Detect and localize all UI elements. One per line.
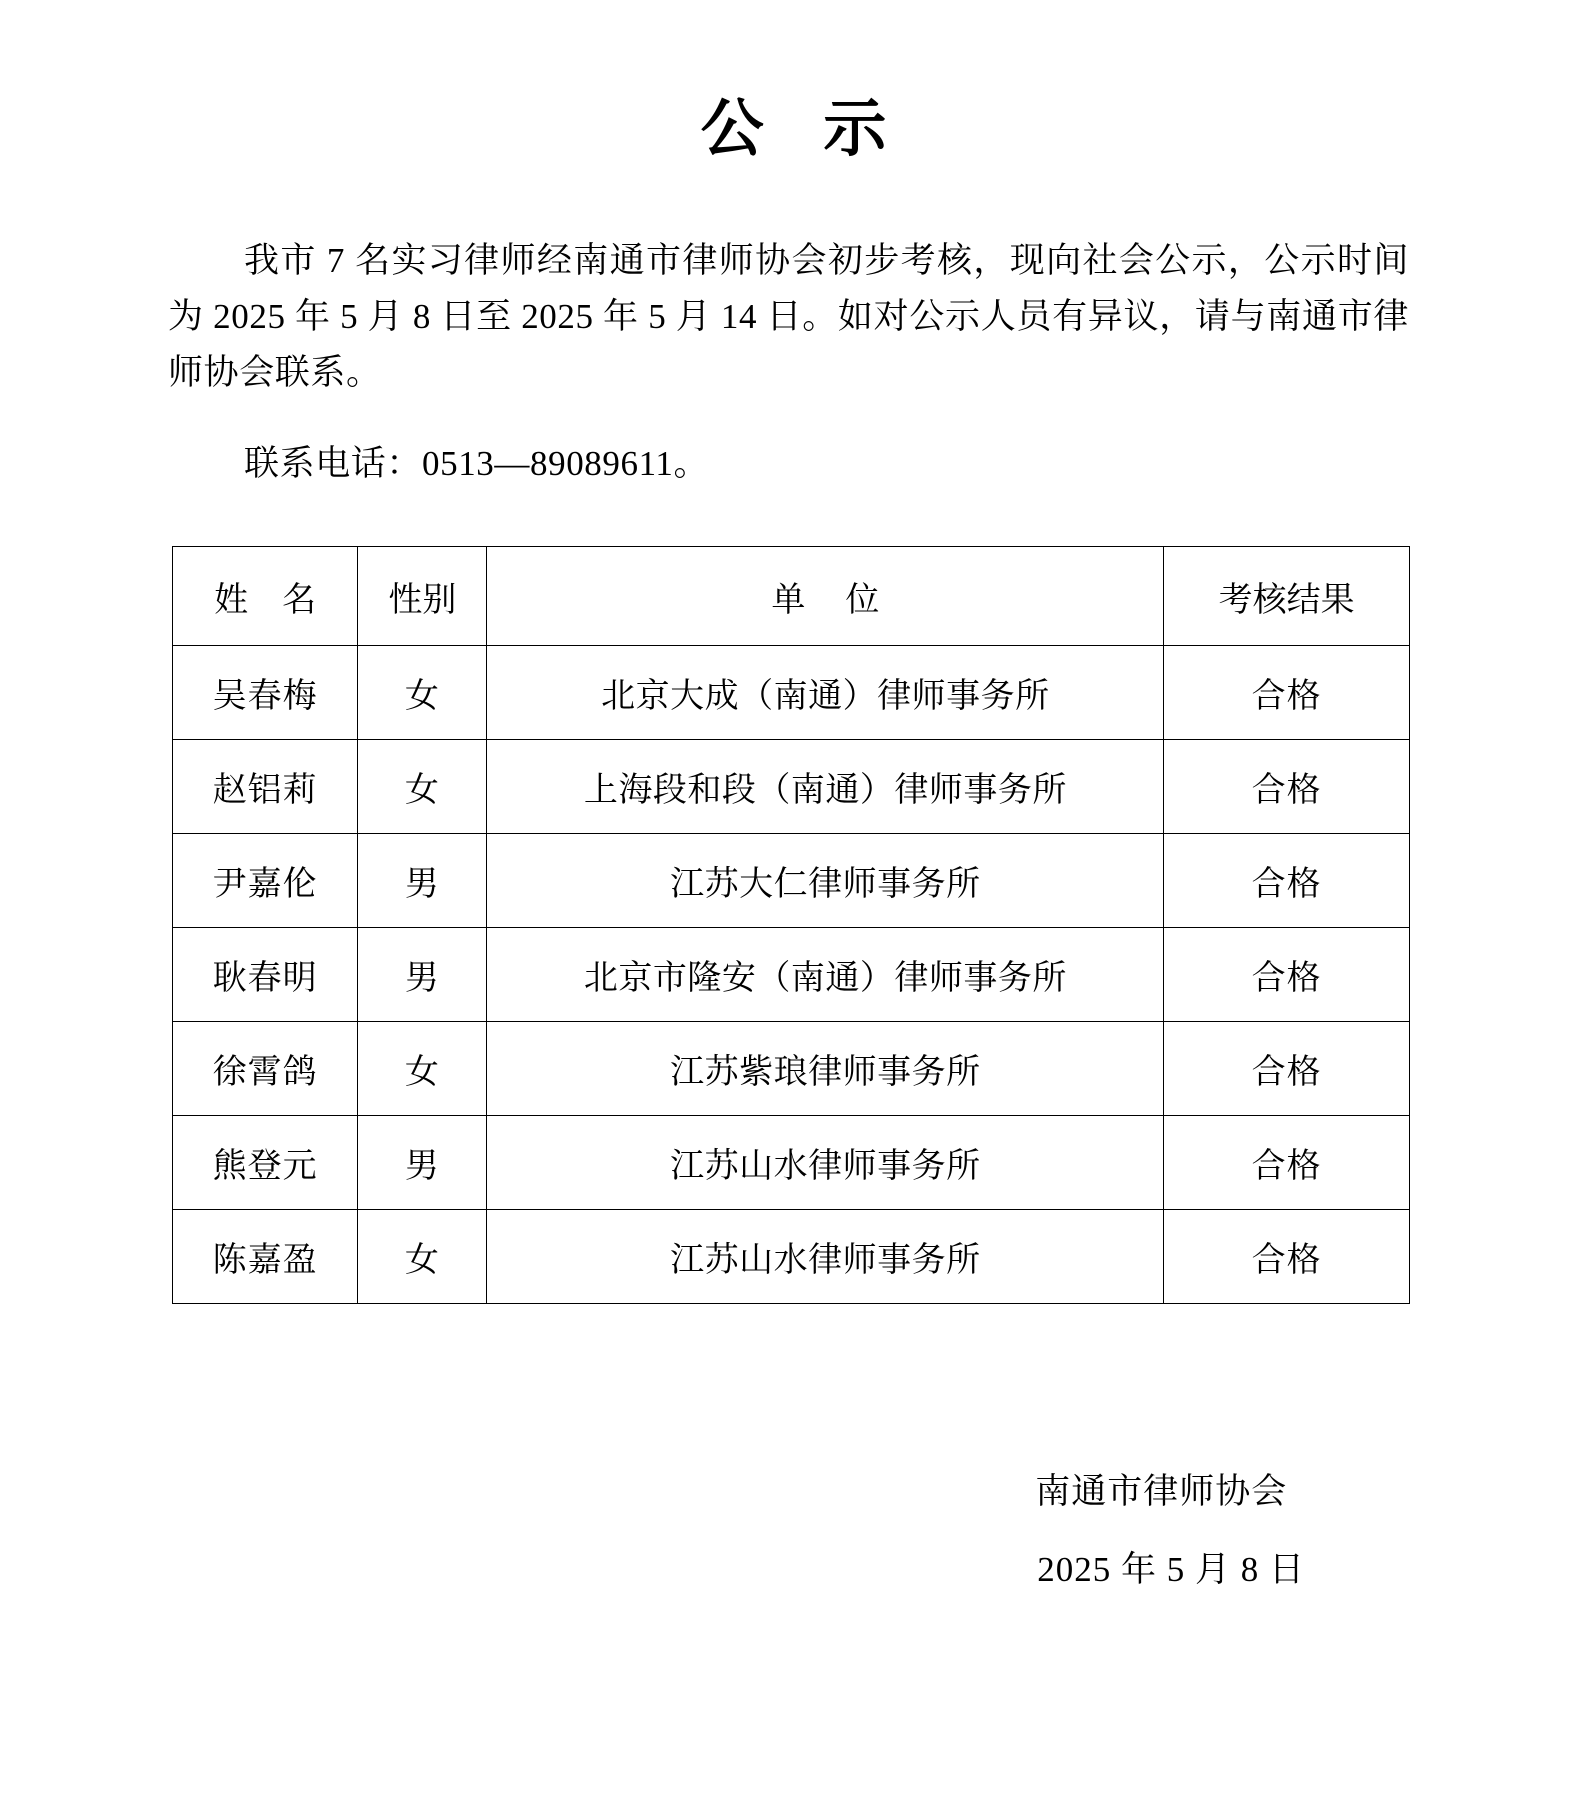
roster-table-wrapper [0, 546, 1587, 1304]
column-header-result: 考核结果 [1164, 547, 1410, 646]
table-row [173, 928, 1410, 1022]
cell-name: 赵铝莉 [173, 740, 358, 834]
table-row [173, 1116, 1410, 1210]
cell-unit: 江苏大仁律师事务所 [487, 834, 1164, 928]
cell-unit: 江苏紫琅律师事务所 [487, 1022, 1164, 1116]
signature-date: 2025 年 5 月 8 日 [1037, 1550, 1305, 1589]
table-header [173, 547, 1410, 646]
cell-result: 合格 [1164, 1116, 1410, 1210]
roster-table [172, 546, 1410, 1304]
column-header-gender: 性别 [358, 547, 487, 646]
table-row [173, 646, 1410, 740]
cell-result: 合格 [1164, 1210, 1410, 1304]
table-body [173, 646, 1410, 1304]
cell-result: 合格 [1164, 740, 1410, 834]
signature-organization: 南通市律师协会 [1035, 1472, 1288, 1511]
cell-result: 合格 [1164, 646, 1410, 740]
column-header-name-char2: 名 [282, 579, 317, 620]
notice-contact-line: 联系电话：0513—89089611。 [244, 444, 710, 483]
cell-name: 徐霄鸽 [173, 1022, 358, 1116]
column-header-unit-char2: 位 [845, 579, 880, 620]
cell-result: 合格 [1164, 1022, 1410, 1116]
cell-gender: 男 [358, 1116, 487, 1210]
cell-result: 合格 [1164, 928, 1410, 1022]
table-row [173, 1022, 1410, 1116]
cell-name: 尹嘉伦 [173, 834, 358, 928]
page-title: 公 示 [700, 94, 909, 164]
cell-result: 合格 [1164, 834, 1410, 928]
cell-name: 耿春明 [173, 928, 358, 1022]
column-header-name [173, 547, 358, 646]
cell-gender: 男 [358, 834, 487, 928]
signature-block [1035, 1453, 1305, 1609]
cell-unit: 北京大成（南通）律师事务所 [487, 646, 1164, 740]
table-row [173, 834, 1410, 928]
notice-body [0, 233, 1587, 492]
column-header-name-char1: 姓 [214, 579, 249, 620]
cell-gender: 女 [358, 646, 487, 740]
table-header-row [173, 547, 1410, 646]
cell-unit: 江苏山水律师事务所 [487, 1210, 1164, 1304]
cell-unit: 上海段和段（南通）律师事务所 [487, 740, 1164, 834]
column-header-unit-char1: 单 [771, 579, 806, 620]
cell-name: 熊登元 [173, 1116, 358, 1210]
cell-gender: 女 [358, 740, 487, 834]
cell-name: 吴春梅 [173, 646, 358, 740]
cell-unit: 北京市隆安（南通）律师事务所 [487, 928, 1164, 1022]
column-header-unit [487, 547, 1164, 646]
cell-gender: 女 [358, 1022, 487, 1116]
cell-name: 陈嘉盈 [173, 1210, 358, 1304]
cell-gender: 女 [358, 1210, 487, 1304]
cell-gender: 男 [358, 928, 487, 1022]
table-row [173, 740, 1410, 834]
cell-unit: 江苏山水律师事务所 [487, 1116, 1164, 1210]
table-row [173, 1210, 1410, 1304]
notice-paragraph-1: 我市 7 名实习律师经南通市律师协会初步考核，现向社会公示，公示时间为 2025 年 5 月 8 日至 2025 年 5 月 14 日。如对公示人员有异议，请与南通市律师协会联系。 [168, 241, 1409, 392]
